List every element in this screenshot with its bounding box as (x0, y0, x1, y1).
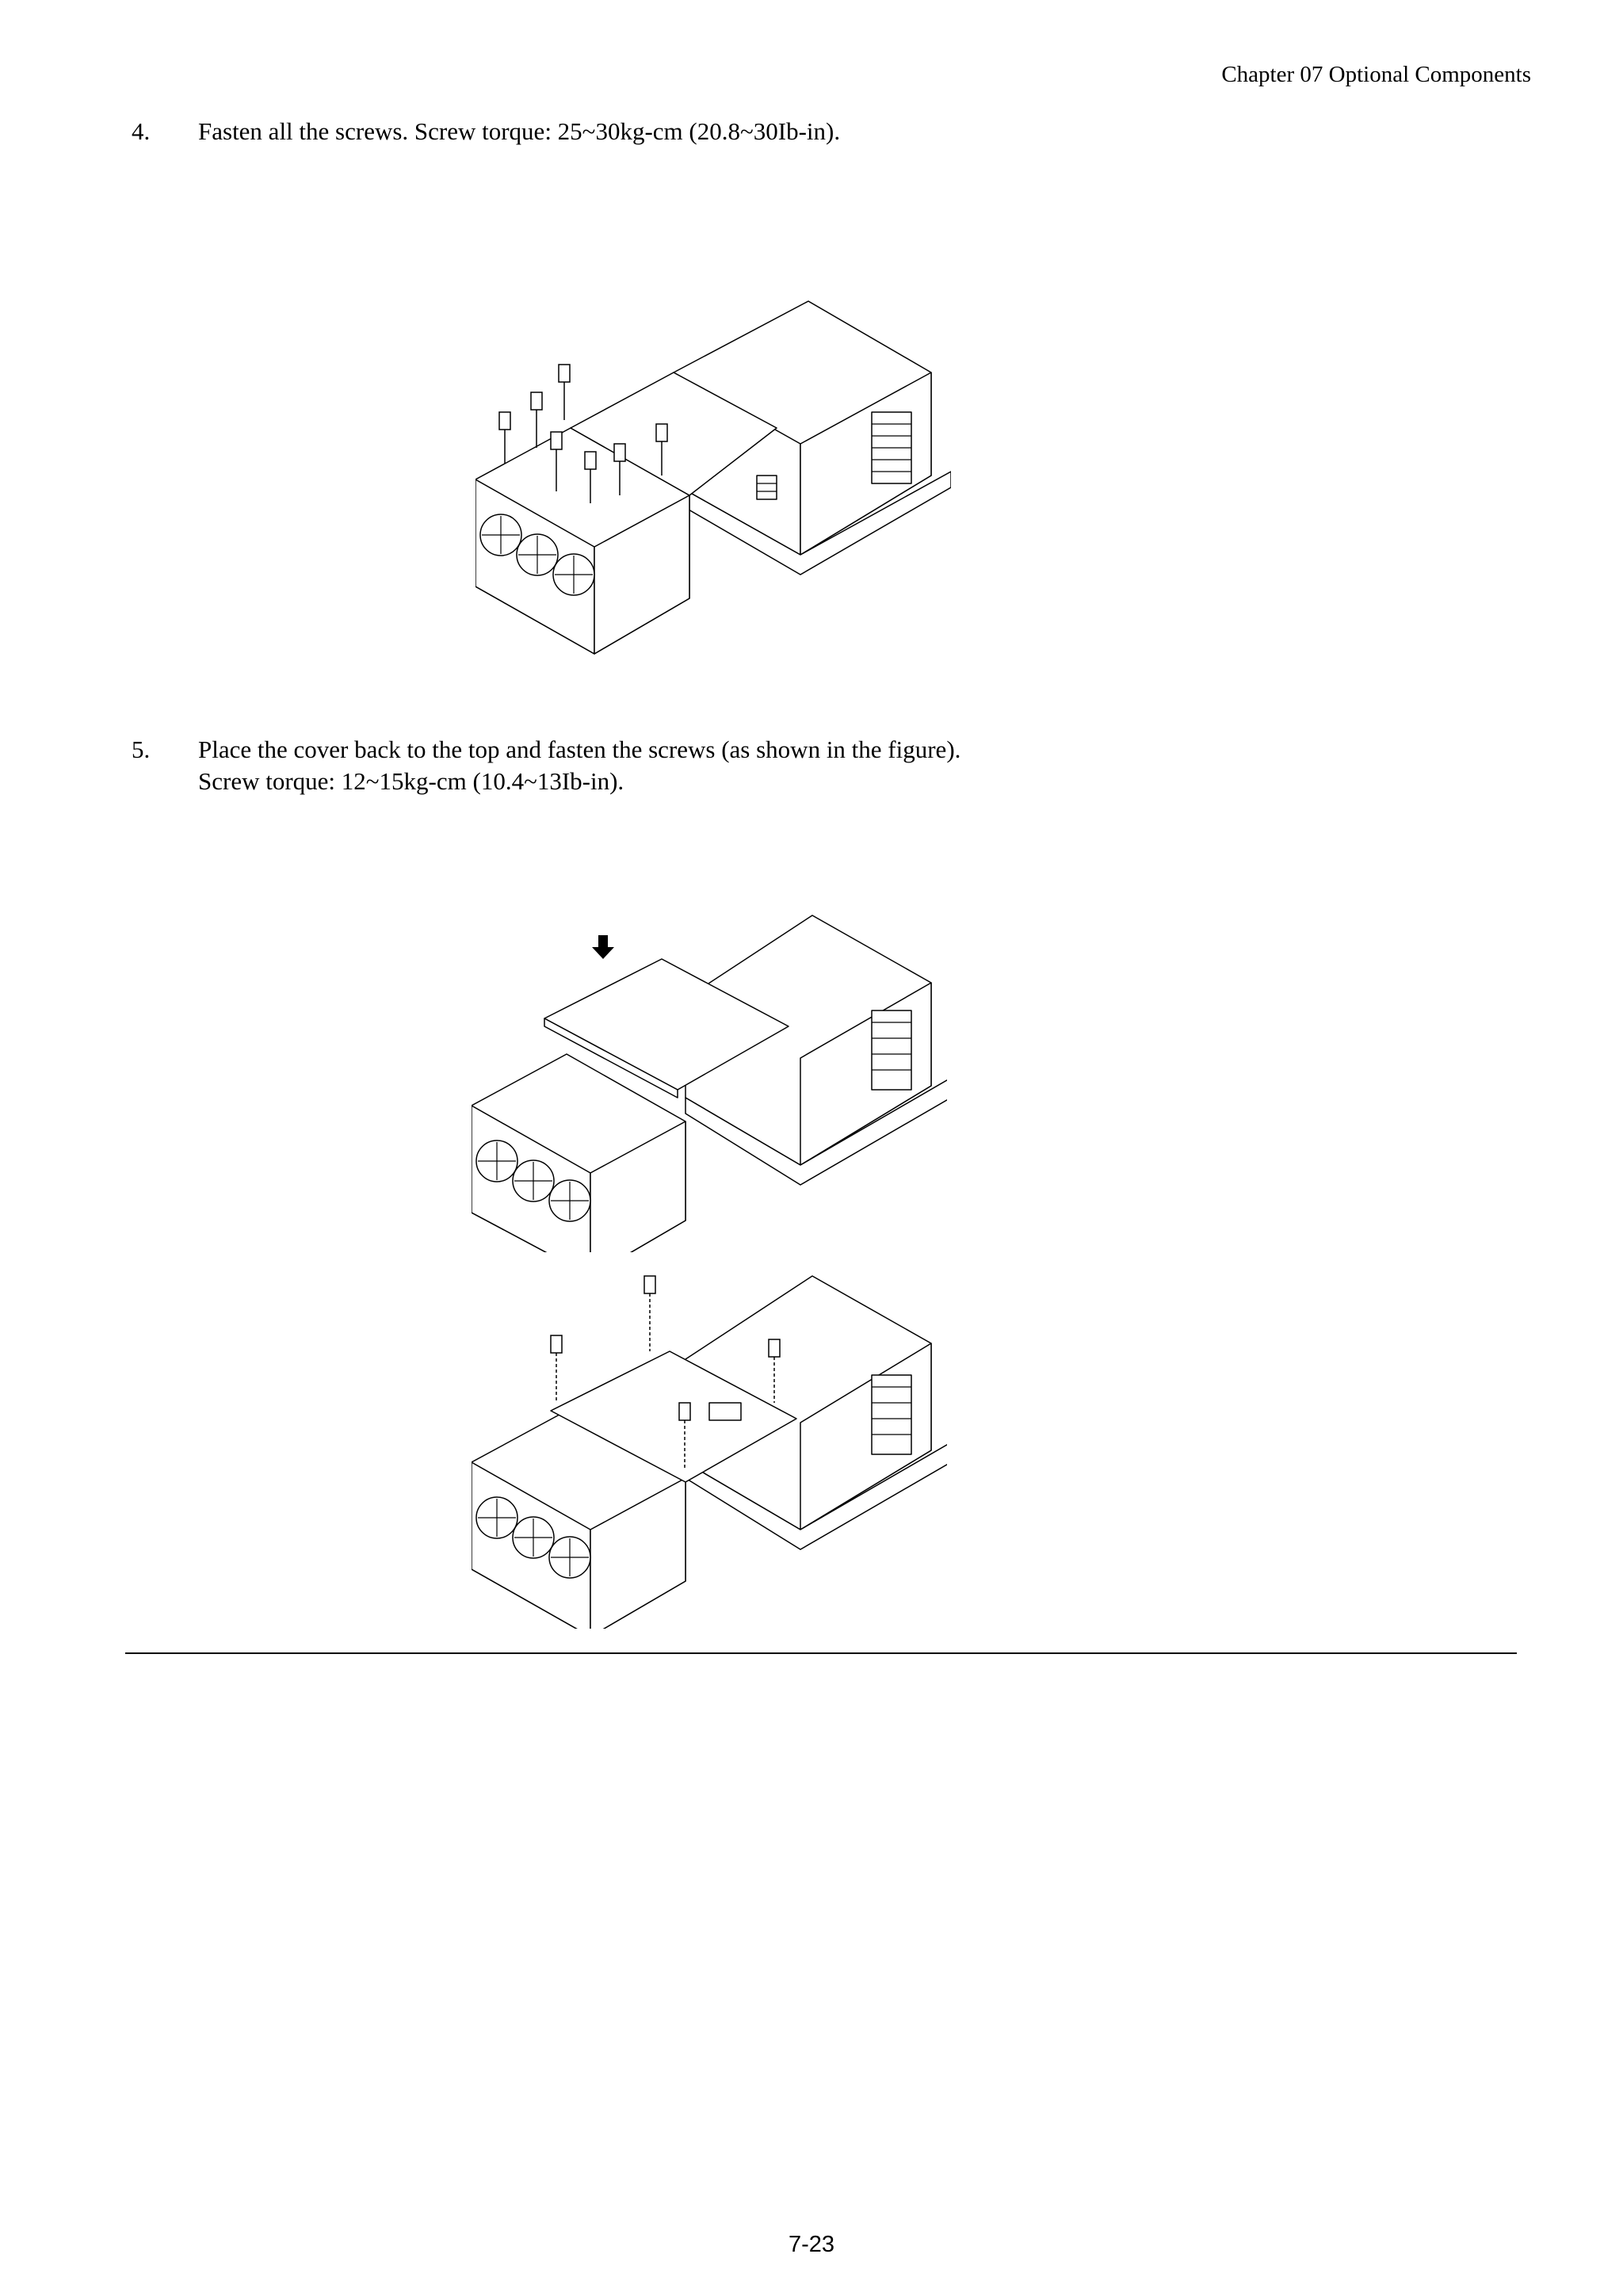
running-header: Chapter 07 Optional Components (1221, 62, 1531, 87)
page-number: 7-23 (788, 2232, 835, 2257)
drive-illustration-closed (472, 1264, 947, 1629)
step-number: 4. (132, 117, 151, 145)
figure-cover-screws (472, 1264, 947, 1629)
step-number: 5. (132, 735, 151, 763)
arrow-down-icon (592, 935, 614, 959)
step-text: Place the cover back to the top and fasten the screws (as shown in the figure). (198, 735, 961, 763)
step-text-continued: Screw torque: 12~15kg-cm (10.4~13Ib-in). (198, 767, 624, 795)
drive-illustration-open (475, 293, 951, 658)
step-5 (132, 734, 960, 797)
figure-screws-fastening (475, 293, 951, 658)
step-text: Fasten all the screws. Screw torque: 25~30kg-cm (20.8~30Ib-in). (198, 117, 841, 145)
drive-illustration-cover (472, 904, 947, 1252)
horizontal-divider (125, 1652, 1517, 1654)
figure-cover-placement (472, 904, 947, 1252)
step-4 (132, 116, 840, 147)
